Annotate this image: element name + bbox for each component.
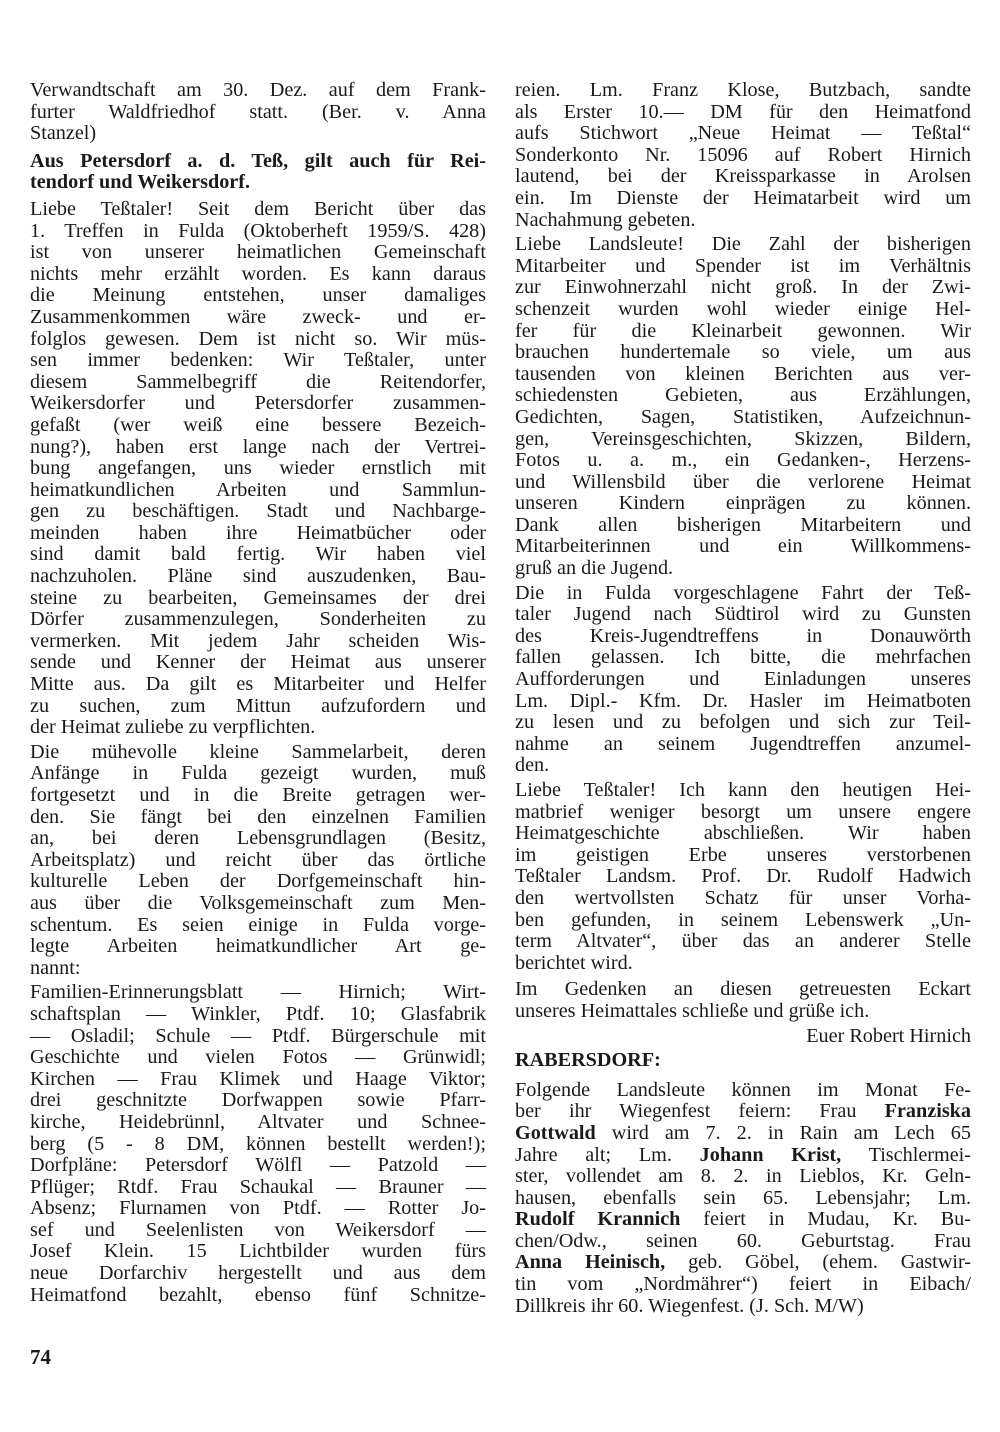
text-line — [515, 1209, 971, 1231]
text-segment: ber ihr Wiegenfest feiern: Frau — [515, 1100, 885, 1123]
text-line: Mitarbeiter und Spender ist im Verhältnis — [515, 254, 971, 277]
right-column — [515, 80, 971, 1320]
text-line: als Erster 10.— DM für den Heimatfond — [515, 100, 971, 123]
text-line: berichtet wird. — [515, 951, 633, 974]
bold-name: Anna Heinisch, — [515, 1251, 666, 1274]
text-line: drei geschnitzte Dorfwappen sowie Pfarr- — [30, 1089, 486, 1112]
text-line: term Altvater“, über das an anderer Stelle — [515, 930, 971, 953]
text-line: lautend, bei der Kreissparkasse in Arolsen — [515, 165, 971, 188]
bold-name: Franziska — [884, 1100, 971, 1123]
signature — [515, 1026, 971, 1048]
text-line: folglos gewesen. Dem ist nicht so. Wir müs- — [30, 327, 486, 350]
text-line: Arbeitsplatz) und reicht über das örtliche — [30, 848, 486, 871]
paragraph — [515, 80, 971, 231]
text-line: legte Arbeiten heimatkundlicher Art ge- — [30, 935, 486, 958]
text-line — [515, 1080, 971, 1102]
text-segment: wird am 7. 2. in Rain am Lech 65 — [595, 1121, 971, 1144]
paragraph — [30, 742, 486, 980]
text-line: gen zu beschäftigen. Stadt und Nachbarge- — [30, 500, 486, 523]
text-line: reien. Lm. Franz Klose, Butzbach, sandte — [515, 79, 971, 101]
text-line — [515, 1231, 971, 1253]
text-line: die Meinung entstehen, unser damaliges — [30, 284, 486, 307]
text-line: Josef Klein. 15 Lichtbilder wurden fürs — [30, 1240, 486, 1263]
text-line: Aufforderungen und Einladungen unseres — [515, 668, 971, 691]
text-line: aus über die Volksgemeinschaft zum Men- — [30, 891, 486, 914]
text-line: den wertvollsten Schatz für unser Vorha- — [515, 886, 971, 909]
text-line: Nachahmung gebeten. — [515, 208, 696, 231]
text-line: Dörfer zusammenzulegen, Sonderheiten zu — [30, 608, 486, 631]
bold-name: Rudolf Krannich — [515, 1208, 681, 1231]
text-segment: hausen, ebenfalls sein 65. Lebensjahr; Lm. — [515, 1186, 971, 1209]
text-line: und Willensbild über die verlorene Heimat — [515, 470, 971, 493]
text-line: Familien-Erinnerungsblatt — Hirnich; Wirt- — [30, 981, 486, 1004]
text-line — [515, 1296, 971, 1318]
section-heading — [30, 151, 486, 194]
text-line: Heimatgeschichte abschließen. Wir haben — [515, 822, 971, 845]
text-line: matbrief weniger besorgt um unsere engere — [515, 800, 971, 823]
text-line: unseres Heimattales schließe und grüße ich. — [515, 999, 870, 1022]
page-number: 74 — [30, 1345, 51, 1369]
text-line: Dank allen bisherigen Mitarbeitern und — [515, 513, 971, 536]
text-line: fer für die Kleinarbeit gewonnen. Wir — [515, 319, 971, 342]
text-line: Die mühevolle kleine Sammelarbeit, deren — [30, 740, 486, 763]
text-line: sende und Kenner der Heimat aus unserer — [30, 651, 486, 674]
text-line: Absenz; Flurnamen von Ptdf. — Rotter Jo- — [30, 1197, 486, 1220]
text-line: meinden haben ihre Heimatbücher oder — [30, 521, 486, 544]
text-line: an, bei deren Lebensgrundlagen (Besitz, — [30, 827, 486, 850]
text-line: Kirchen — Frau Klimek und Haage Viktor; — [30, 1067, 486, 1090]
text-line: gen, Vereinsgeschichten, Skizzen, Bildern, — [515, 427, 971, 450]
text-line: des Kreis-Jugendtreffens in Donauwörth — [515, 624, 971, 647]
text-line: nahme an seinem Jugendtreffen anzumel- — [515, 732, 971, 755]
text-segment: Folgende Landsleute können im Monat Fe- — [515, 1078, 971, 1101]
text-line: nichts mehr erzählt worden. Es kann daraus — [30, 262, 486, 285]
paragraph — [515, 1080, 971, 1318]
text-line: schentum. Es seien einige in Fulda vorge- — [30, 913, 486, 936]
text-line: Im Gedenken an diesen getreuesten Eckart — [515, 978, 971, 1001]
text-line: Verwandtschaft am 30. Dez. auf dem Frank- — [30, 79, 486, 101]
text-line: brauchen hundertemale so viele, um aus — [515, 341, 971, 364]
text-line — [515, 1123, 971, 1145]
text-segment: tin vom „Nordmährer“) feiert in Eibach/ — [515, 1273, 971, 1296]
text-line — [515, 1188, 971, 1210]
section-heading — [515, 1050, 971, 1072]
text-line — [515, 1101, 971, 1123]
paragraph — [515, 780, 971, 974]
text-line: vermerken. Mit jedem Jahr scheiden Wis- — [30, 629, 486, 652]
text-line: Euer Robert Hirnich — [806, 1024, 971, 1047]
text-line: Liebe Teßtaler! Ich kann den heutigen Hei- — [515, 779, 971, 801]
text-line: den. Sie fängt bei den einzelnen Familien — [30, 805, 486, 828]
text-line: Zusammenkommen wäre zweck- und er- — [30, 305, 486, 328]
text-line: Mitarbeiterinnen und ein Willkommens- — [515, 535, 971, 558]
text-line: neue Dorfarchiv hergestellt und aus dem — [30, 1262, 486, 1285]
text-line: nung?), haben erst lange nach der Vertrei- — [30, 435, 486, 458]
paragraph — [30, 199, 486, 739]
text-line: der Heimat zuliebe zu verpflichten. — [30, 716, 316, 739]
text-line — [515, 1145, 971, 1167]
text-line: nachzuholen. Pläne sind auszudenken, Bau- — [30, 565, 486, 588]
text-line: nannt: — [30, 956, 81, 979]
text-line: diesem Sammelbegriff die Reitendorfer, — [30, 370, 486, 393]
text-segment: geb. Göbel, (ehem. Gastwir- — [665, 1251, 971, 1274]
text-line: Mitte aus. Da gilt es Mitarbeiter und Helfer — [30, 673, 486, 696]
text-line: den. — [515, 754, 550, 777]
text-line: ein. Im Dienste der Heimatarbeit wird um — [515, 186, 971, 209]
left-column — [30, 80, 486, 1309]
text-line: Gedichten, Sagen, Statistiken, Aufzeichnun- — [515, 405, 971, 428]
text-line: ben gefunden, in seinem Lebenswerk „Un- — [515, 908, 971, 931]
text-line: berg (5 - 8 DM, können bestellt werden!); — [30, 1132, 486, 1155]
text-segment: ster, vollendet am 8. 2. in Lieblos, Kr. Geln- — [515, 1165, 971, 1188]
text-line: Heimatfond bezahlt, ebenso fünf Schnitze- — [30, 1283, 486, 1306]
text-line: Aus Petersdorf a. d. Teß, gilt auch für Rei- — [30, 149, 486, 172]
text-line: Dorfpläne: Petersdorf Wölfl — Patzold — — [30, 1154, 486, 1177]
text-line: Lm. Dipl.- Kfm. Dr. Hasler im Heimatboten — [515, 689, 971, 712]
text-line: zu lesen und zu befolgen und sich zur Teil- — [515, 711, 971, 734]
text-line: gruß an die Jugend. — [515, 557, 674, 580]
text-line: bung angefangen, uns wieder ernstlich mit — [30, 457, 486, 480]
text-line: Weikersdorfer und Petersdorfer zusammen- — [30, 392, 486, 415]
text-line: unseren Kindern einprägen zu können. — [515, 492, 971, 515]
text-line — [515, 1274, 971, 1296]
text-line: aufs Stichwort „Neue Heimat — Teßtal“ — [515, 122, 971, 145]
paragraph — [30, 80, 486, 145]
text-line: schaftsplan — Winkler, Ptdf. 10; Glasfabrik — [30, 1002, 486, 1025]
paragraph — [515, 234, 971, 580]
text-line: Sonderkonto Nr. 15096 auf Robert Hirnich — [515, 143, 971, 166]
text-segment: Jahre alt; Lm. — [515, 1143, 700, 1166]
text-line — [515, 1252, 971, 1274]
text-line: Teßtaler Landsm. Prof. Dr. Rudolf Hadwich — [515, 865, 971, 888]
text-line: kirche, Heidebrünnl, Altvater und Schnee- — [30, 1110, 486, 1133]
text-line: Liebe Teßtaler! Seit dem Bericht über das — [30, 197, 486, 220]
text-line: furter Waldfriedhof statt. (Ber. v. Anna — [30, 100, 486, 123]
text-segment: feiert in Mudau, Kr. Bu- — [680, 1208, 971, 1231]
text-line: Geschichte und vielen Fotos — Grünwidl; — [30, 1046, 486, 1069]
text-line: steine zu bearbeiten, Gemeinsames der drei — [30, 586, 486, 609]
paragraph — [515, 583, 971, 777]
text-line: ist von unserer heimatlichen Gemeinschaft — [30, 241, 486, 264]
bold-name: Gottwald — [515, 1121, 596, 1144]
text-line: fortgesetzt und in die Breite getragen wer- — [30, 784, 486, 806]
text-line: tausenden von kleinen Berichten aus ver- — [515, 362, 971, 385]
paragraph — [515, 979, 971, 1022]
text-line: sen immer bedenken: Wir Teßtaler, unter — [30, 349, 486, 372]
text-segment: chen/Odw., seinen 60. Geburtstag. Frau — [515, 1229, 971, 1252]
text-line: tendorf und Weikersdorf. — [30, 171, 251, 194]
text-line: zu suchen, zum Mittun aufzufordern und — [30, 694, 486, 717]
text-line: — Osladil; Schule — Ptdf. Bürgerschule mit — [30, 1024, 486, 1047]
text-line: gefaßt (wer weiß eine bessere Bezeich- — [30, 413, 486, 436]
text-segment: Dillkreis ihr 60. Wiegenfest. (J. Sch. M/W) — [515, 1294, 864, 1317]
text-line: sef und Seelenlisten von Weikersdorf — — [30, 1218, 486, 1241]
text-line: Pflüger; Rtdf. Frau Schaukal — Brauner — — [30, 1175, 486, 1198]
text-line: RABERSDORF: — [515, 1049, 661, 1072]
text-line: Anfänge in Fulda gezeigt wurden, muß — [30, 762, 486, 785]
text-line: Liebe Landsleute! Die Zahl der bisherigen — [515, 233, 971, 256]
text-segment: Tischlermei- — [841, 1143, 971, 1166]
text-line: kulturelle Leben der Dorfgemeinschaft hin- — [30, 870, 486, 893]
text-line: schiedensten Gebieten, aus Erzählungen, — [515, 384, 971, 407]
text-line: taler Jugend nach Südtirol wird zu Gunsten — [515, 603, 971, 626]
text-line: 1. Treffen in Fulda (Oktoberheft 1959/S. 428) — [30, 219, 486, 242]
text-line: heimatkundlichen Arbeiten und Sammlun- — [30, 478, 486, 501]
text-line: sind damit bald fertig. Wir haben viel — [30, 543, 486, 566]
text-line: schenzeit wurden wohl wieder einige Hel- — [515, 297, 971, 320]
text-line: fallen gelassen. Ich bitte, die mehrfachen — [515, 646, 971, 669]
paragraph-continued — [30, 982, 486, 1306]
text-line: Die in Fulda vorgeschlagene Fahrt der Teß- — [515, 581, 971, 604]
text-line: Fotos u. a. m., ein Gedanken-, Herzens- — [515, 449, 971, 472]
text-line — [515, 1166, 971, 1188]
text-line: Stanzel) — [30, 122, 97, 145]
bold-name: Johann Krist, — [699, 1143, 842, 1166]
text-line: im geistigen Erbe unseres verstorbenen — [515, 843, 971, 866]
text-line: zur Einwohnerzahl nicht groß. In der Zwi- — [515, 276, 971, 299]
